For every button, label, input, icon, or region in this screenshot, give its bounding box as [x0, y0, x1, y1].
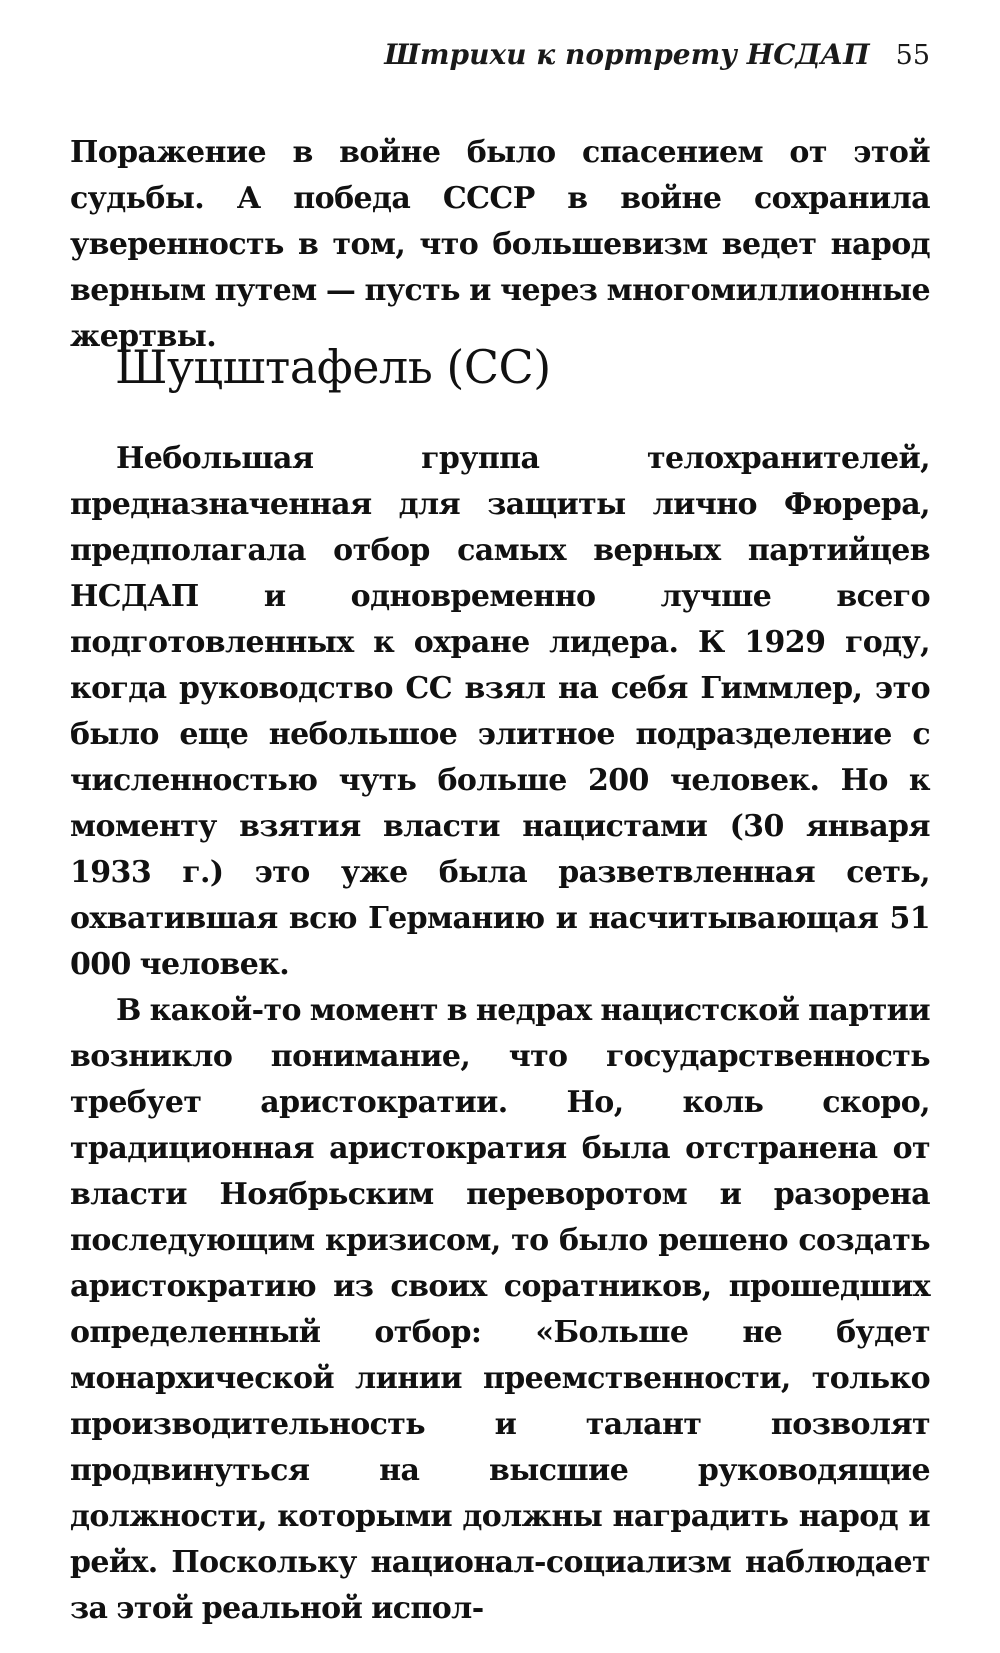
running-header: [384, 38, 930, 71]
body-paragraph: Небольшая группа телохранителей, предназначенная для защиты лично Фюрера, предполагала отбор самых верных партийцев НСДАП и одновременно лучше всего подготовленных к охране лидера. К 1929 году, когда руководство СС взял на себя Гиммлер, это было еще небольшое элитное подразделение с численностью чуть больше 200 человек. Но к моменту взятия власти нацистами (30 января 1933 г.) это уже была разветвленная сеть, охватившая всю Германию и насчитывающая 51 000 человек.: [70, 441, 930, 982]
intro-text: [70, 130, 930, 360]
running-title: Штрихи к портрету НСДАП: [384, 38, 870, 71]
body-paragraph: В какой-то момент в недрах нацистской партии возникло понимание, что государственность требует аристократии. Но, коль скоро, традиционная аристократия была отстранена от власти Ноябрьским переворотом и разорена последующим кризисом, то было решено создать аристократию из своих соратников, прошедших определенный отбор: «Больше не будет монархической линии преемственности, только производительность и талант позволят продвинуться на высшие руководящие должности, которыми должны наградить народ и рейх. Поскольку национал-социализм наблюдает за этой реальной испол-: [70, 993, 930, 1626]
page-number: 55: [895, 40, 930, 71]
section-body: [70, 436, 930, 1632]
intro-paragraph: Поражение в войне было спасением от этой судьбы. А победа СССР в войне сохранила уверенность в том, что большевизм ведет народ верным путем — пусть и через многомиллионные жертвы.: [70, 135, 930, 354]
section-heading: Шуцштафель (СС): [115, 340, 551, 394]
